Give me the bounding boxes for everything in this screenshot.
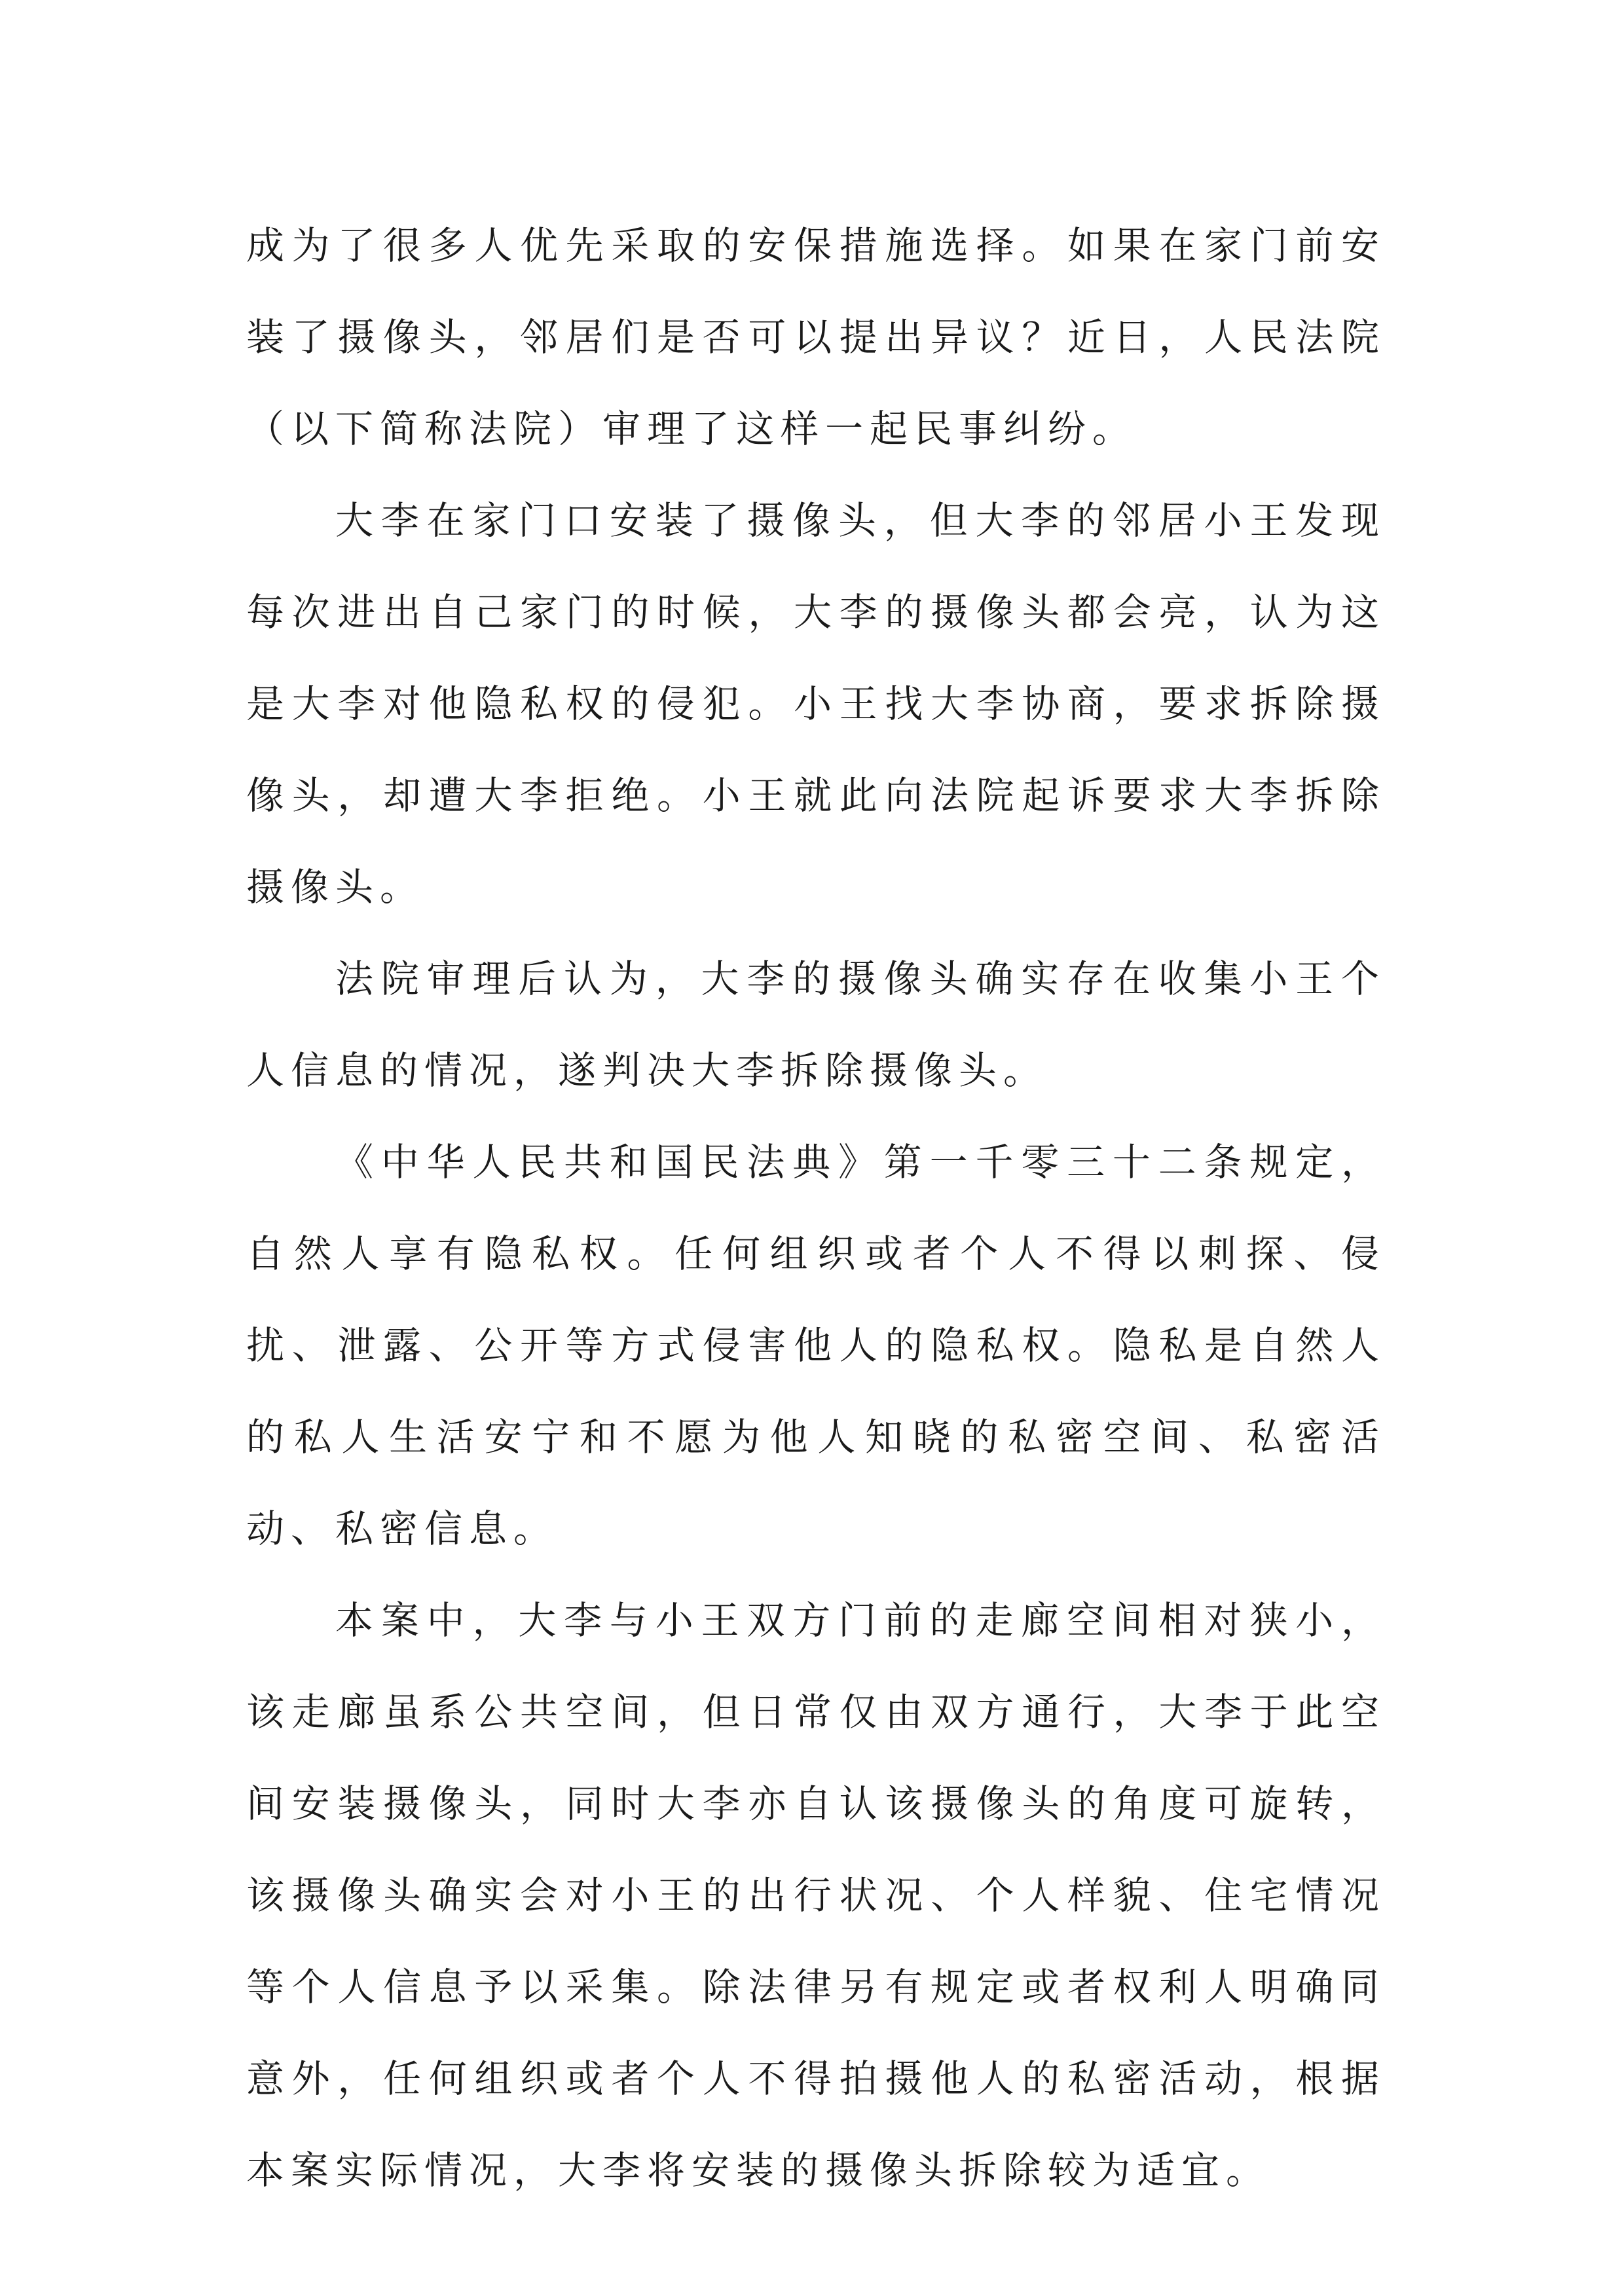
paragraph-civil-code: 《中华人民共和国民法典》第一千零三十二条规定，自然人享有隐私权。任何组织或者个人不得以刺探、侵扰、泄露、公开等方式侵害他人的隐私权。隐私是自然人的私人生活安宁和不愿为他人知晓的私密空间、私密活动、私密信息。 [246, 1140, 1386, 1551]
paragraph-case-facts: 大李在家门口安装了摄像头，但大李的邻居小王发现每次进出自己家门的时候，大李的摄像头都会亮，认为这是大李对他隐私权的侵犯。小王找大李协商，要求拆除摄像头，却遭大李拒绝。小王就此向法院起诉要求大李拆除摄像头。 [246, 498, 1386, 909]
paragraph-analysis: 本案中，大李与小王双方门前的走廊空间相对狭小，该走廊虽系公共空间，但日常仅由双方通行，大李于此空间安装摄像头，同时大李亦自认该摄像头的角度可旋转，该摄像头确实会对小王的出行状况、个人样貌、住宅情况等个人信息予以采集。除法律另有规定或者权利人明确同意外，任何组织或者个人不得拍摄他人的私密活动，根据本案实际情况，大李将安装的摄像头拆除较为适宜。 [246, 1598, 1386, 2193]
paragraph-intro-continuation: 成为了很多人优先采取的安保措施选择。如果在家门前安装了摄像头，邻居们是否可以提出异议？近日，人民法院（以下简称法院）审理了这样一起民事纠纷。 [246, 223, 1386, 451]
paragraph-court-ruling: 法院审理后认为，大李的摄像头确实存在收集小王个人信息的情况，遂判决大李拆除摄像头。 [246, 957, 1386, 1093]
document-body [246, 200, 1386, 2216]
